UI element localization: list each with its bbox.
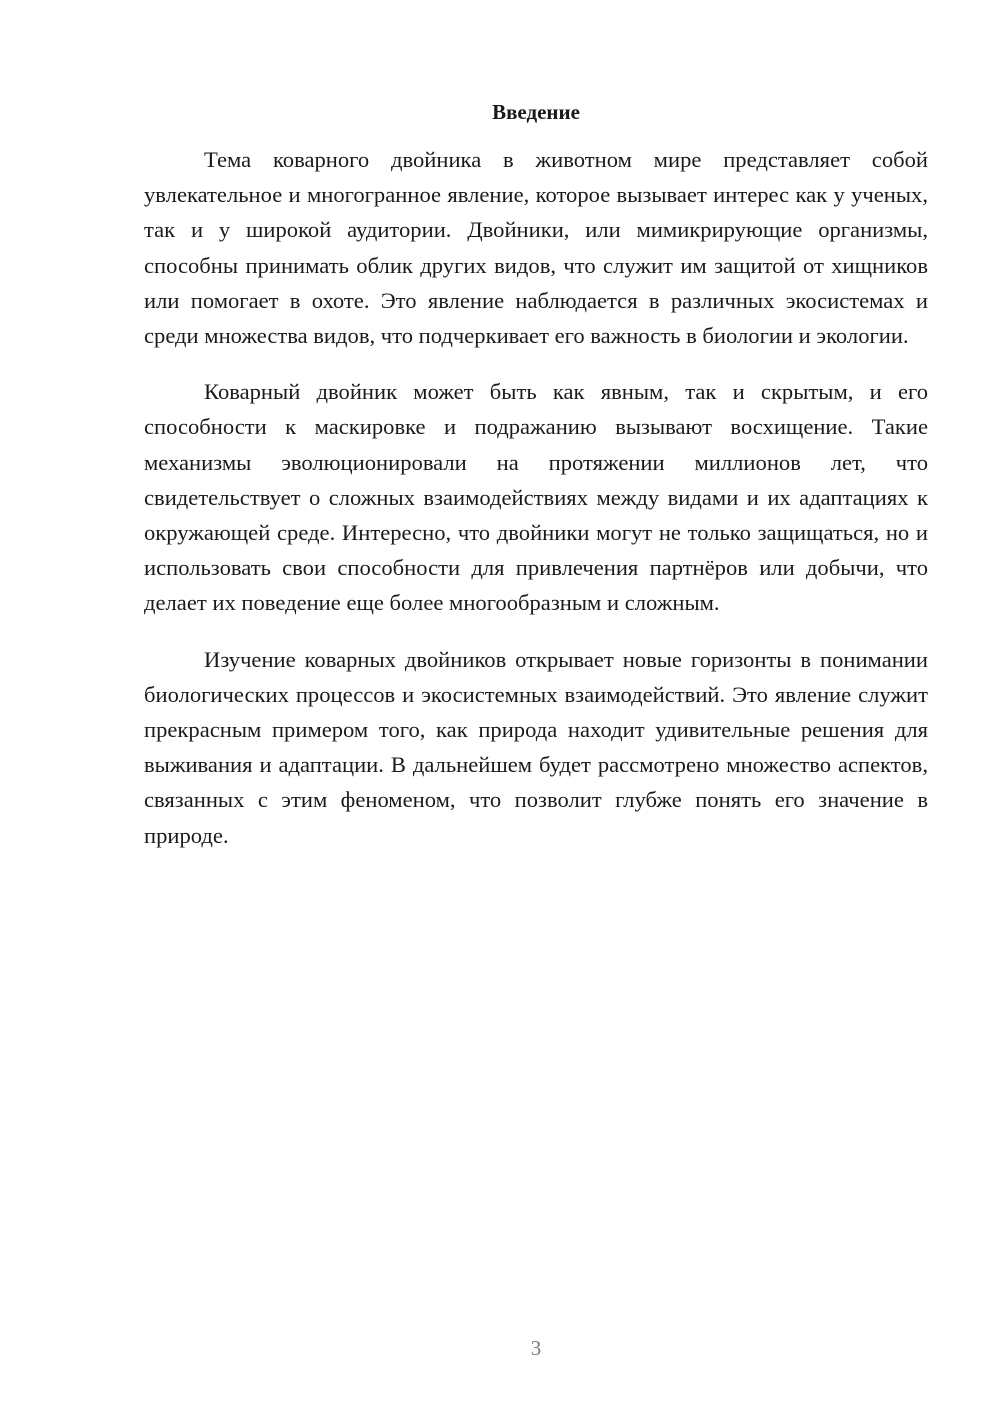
section-heading: Введение — [492, 100, 580, 124]
paragraph-1: Тема коварного двойника в животном мире представляет собой увлекательное и многогранное явление, которое вызывает интерес как у ученых, так и у широкой аудитории. Двойники, или мимикрирующие организмы, способны принимать облик других видов, что служит им защитой от хищников или помогает в охоте. Это явление наблюдается в различных экосистемах и среди множества видов, что подчеркивает его важность в биологии и экологии. — [144, 147, 928, 349]
paragraph-3: Изучение коварных двойников открывает новые горизонты в понимании биологических процессов и экосистемных взаимодействий. Это явление служит прекрасным примером того, как природа находит удивительные решения для выживания и адаптации. В дальнейшем будет рассмотрено множество аспектов, связанных с этим феноменом, что позволит глубже понять его значение в природе. — [144, 646, 928, 848]
page-number: 3 — [530, 1336, 542, 1360]
paragraph-2: Коварный двойник может быть как явным, так и скрытым, и его способности к маскировке и подражанию вызывают восхищение. Такие механизмы эволюционировали на протяжении миллионов лет, что свидетельствует о сложных взаимодействиях между видами и их адаптациях к окружающей среде. Интересно, что двойники могут не только защищаться, но и использовать свои способности для привлечения партнёров или добычи, что делает их поведение еще более многообразным и сложным. — [144, 379, 928, 616]
body-text — [144, 142, 928, 874]
